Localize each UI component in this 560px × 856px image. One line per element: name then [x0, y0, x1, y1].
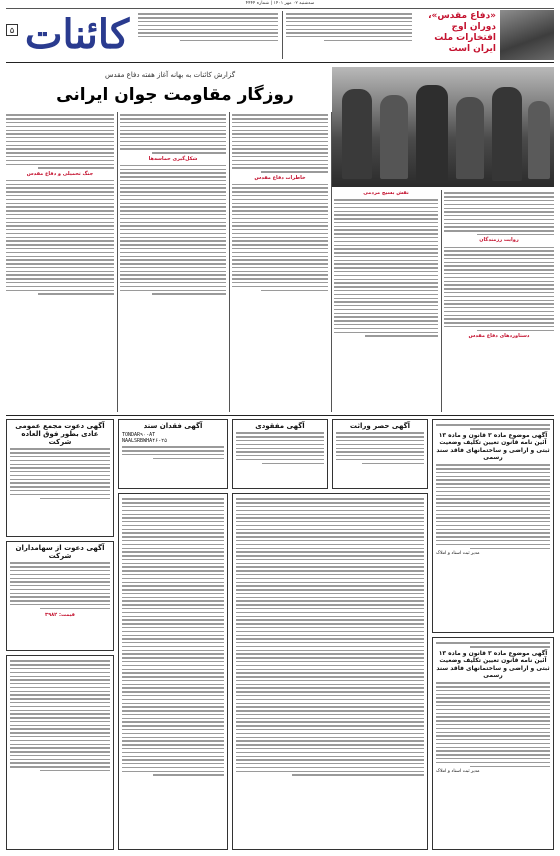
lead-photo — [332, 67, 554, 187]
ad-title: آگهی دعوت مجمع عمومی عادی بطور فوق العاده شرکت — [15, 422, 105, 446]
column-5 — [444, 190, 554, 412]
column-2 — [120, 112, 226, 412]
ad-land-registration-2 — [432, 637, 554, 850]
top-feature-headline: «دفاع مقدس»، دوران اوج افتخارات ملت ایران است — [428, 11, 496, 54]
subhead-4: نقش بسیج مردمی — [363, 190, 409, 196]
ad-title: آگهی فقدان سند — [143, 422, 203, 430]
ad-general-assembly — [6, 419, 114, 537]
header-brief-2 — [286, 11, 412, 61]
lead-kicker: گزارش کائنات به بهانه آغاز هفته دفاع مقدس — [104, 71, 236, 79]
ad-land-registration-1 — [432, 419, 554, 633]
ad-price: قیمت: ۳۹۸۲ — [45, 611, 75, 618]
ad-title: آگهی دعوت از سهامداران شرکت — [15, 544, 105, 560]
ad-code-2: NAALSRBWHA۴۶-۲۵ — [122, 438, 168, 444]
subhead-5: روایت رزمندگان — [479, 237, 519, 244]
date-line: سه‌شنبه ۰۲ مهر ۱۴۰۱ | شماره ۴۴۴۴ — [245, 1, 315, 6]
ad-lost-document — [118, 419, 228, 489]
ad-title: آگهی حصر وراثت — [349, 422, 411, 430]
lead-title: روزگار مقاومت جوان ایرانی — [56, 85, 294, 105]
ad-long-notice — [118, 493, 228, 850]
ad-footer: مدیر ثبت اسناد و املاک — [436, 551, 480, 557]
page-header — [0, 0, 560, 64]
ad-code-1: TONDAR۹۰-AT — [122, 432, 156, 438]
ad-inheritance — [332, 419, 428, 489]
ad-missing — [232, 419, 328, 489]
subhead-1: جنگ تحمیلی و دفاع مقدس — [26, 170, 94, 177]
ad-title: آگهی موضوع ماده ۳ قانون و ماده ۱۳ آئین نامه قانون تعیین تکلیف وضعیت ثبتی و اراضی و ساختمانهای فاقد سند رسمی — [436, 649, 550, 680]
ad-footer: مدیر ثبت اسناد و املاک — [436, 769, 480, 775]
column-3 — [232, 112, 328, 412]
subhead-2: شکل‌گیری حماسه‌ها — [148, 155, 198, 162]
ad-title: آگهی مفقودی — [255, 422, 305, 430]
ad-title: آگهی موضوع ماده ۳ قانون و ماده ۱۳ آئین نامه قانون تعیین تکلیف وضعیت ثبتی و اراضی و ساختمانهای فاقد سند رسمی — [436, 431, 550, 462]
subhead-6: دستاوردهای دفاع مقدس — [468, 333, 530, 340]
column-4 — [334, 190, 438, 412]
subhead-3: خاطرات دفاع مقدس — [254, 174, 306, 181]
page-number: ۵ — [6, 24, 18, 36]
ad-shareholders — [6, 541, 114, 651]
ad-left-bottom — [6, 655, 114, 850]
column-1 — [6, 112, 114, 412]
masthead-logo: کائنات — [24, 11, 130, 58]
top-feature-photo — [500, 10, 554, 60]
header-brief-1 — [138, 11, 278, 61]
ad-middle-long — [232, 493, 428, 850]
